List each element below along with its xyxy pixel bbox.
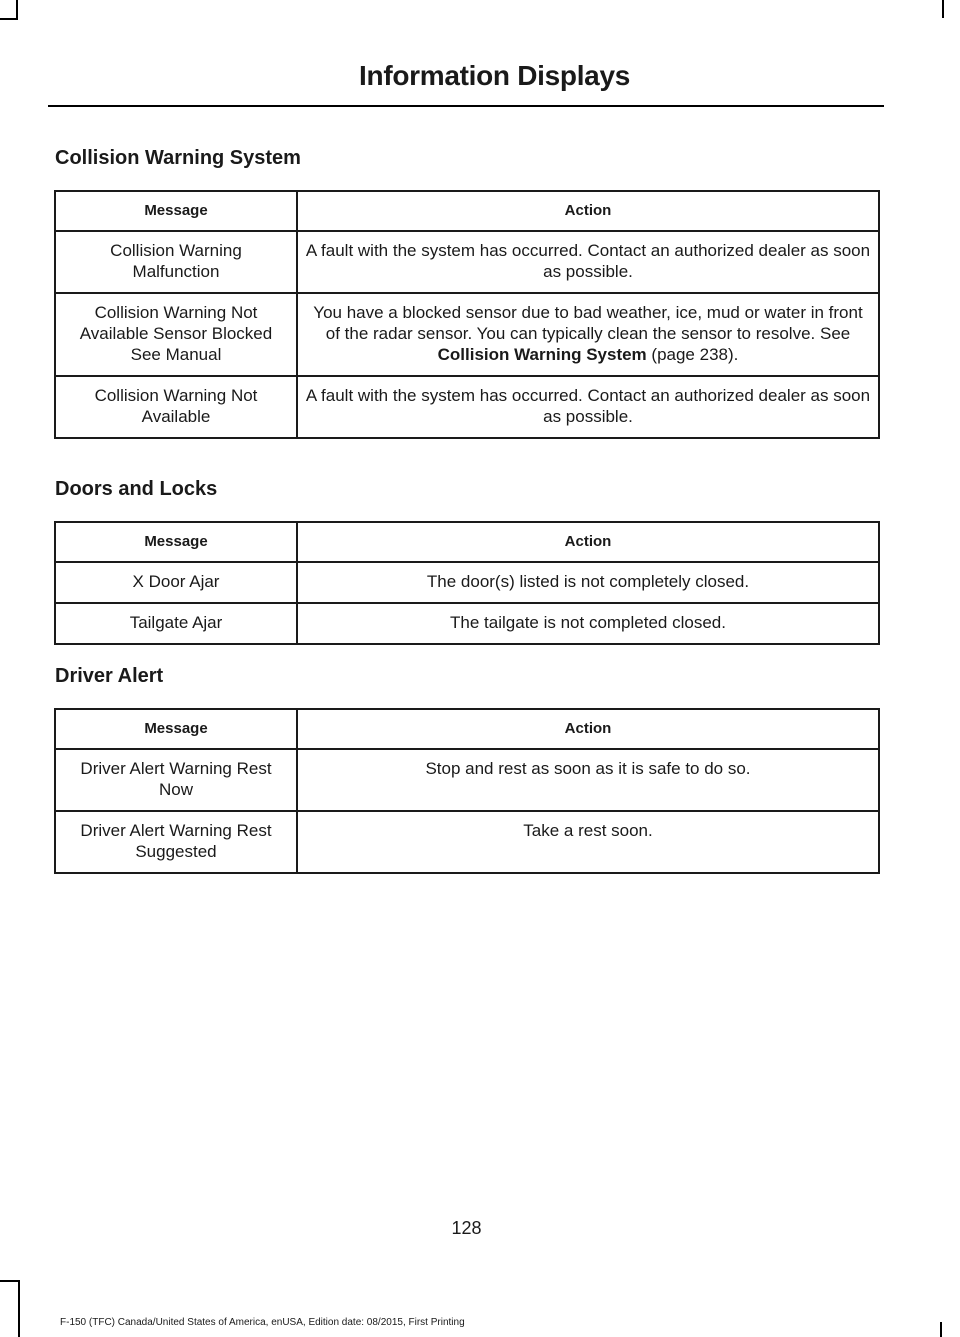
action-cell: The tailgate is not completed closed. [297,603,879,644]
message-cell: Driver Alert Warning Rest Now [55,749,297,811]
edition-footer: F-150 (TFC) Canada/United States of America, enUSA, Edition date: 08/2015, First Printing [60,1317,465,1328]
section-title-driver-alert: Driver Alert [55,665,164,687]
action-cell: Stop and rest as soon as it is safe to do so. [297,749,879,811]
column-header-message: Message [55,191,297,231]
table-header-row [55,522,879,562]
table-header-row [55,709,879,749]
page-header-title: Information Displays [359,60,630,91]
message-cell: Collision Warning Not Available Sensor Blocked See Manual [55,293,297,376]
action-text: (page 238). [646,345,739,364]
section-title-doors-and-locks: Doors and Locks [55,478,218,500]
crop-mark [942,0,944,18]
table-row [55,603,879,644]
action-cell: The door(s) listed is not completely closed. [297,562,879,603]
header-rule [48,105,884,107]
crop-mark [16,0,18,20]
page-number: 128 [451,1218,482,1238]
driver-alert-table [54,708,880,874]
action-cell [297,293,879,376]
column-header-action: Action [297,191,879,231]
message-cell: Collision Warning Not Available [55,376,297,438]
action-text: You have a blocked sensor due to bad weather, ice, mud or water in front of the radar sensor. You can typically clean the sensor to resolve. See [313,303,863,343]
crop-mark [0,18,16,20]
column-header-message: Message [55,709,297,749]
table-row [55,231,879,293]
doors-and-locks-table [54,521,880,645]
message-cell: Collision Warning Malfunction [55,231,297,293]
message-cell: Driver Alert Warning Rest Suggested [55,811,297,873]
column-header-action: Action [297,522,879,562]
table-header-row [55,191,879,231]
crop-mark [18,1282,20,1337]
crop-mark [0,1280,20,1282]
crop-mark [940,1322,942,1337]
table-row [55,749,879,811]
message-cell: Tailgate Ajar [55,603,297,644]
table-row [55,811,879,873]
message-cell: X Door Ajar [55,562,297,603]
table-row [55,293,879,376]
collision-warning-table [54,190,880,439]
column-header-action: Action [297,709,879,749]
action-cell: A fault with the system has occurred. Contact an authorized dealer as soon as possible. [297,231,879,293]
cross-reference-link[interactable]: Collision Warning System [437,345,647,364]
table-row [55,376,879,438]
section-title-collision-warning: Collision Warning System [55,147,301,169]
column-header-message: Message [55,522,297,562]
table-row [55,562,879,603]
action-cell: A fault with the system has occurred. Contact an authorized dealer as soon as possible. [297,376,879,438]
action-cell: Take a rest soon. [297,811,879,873]
